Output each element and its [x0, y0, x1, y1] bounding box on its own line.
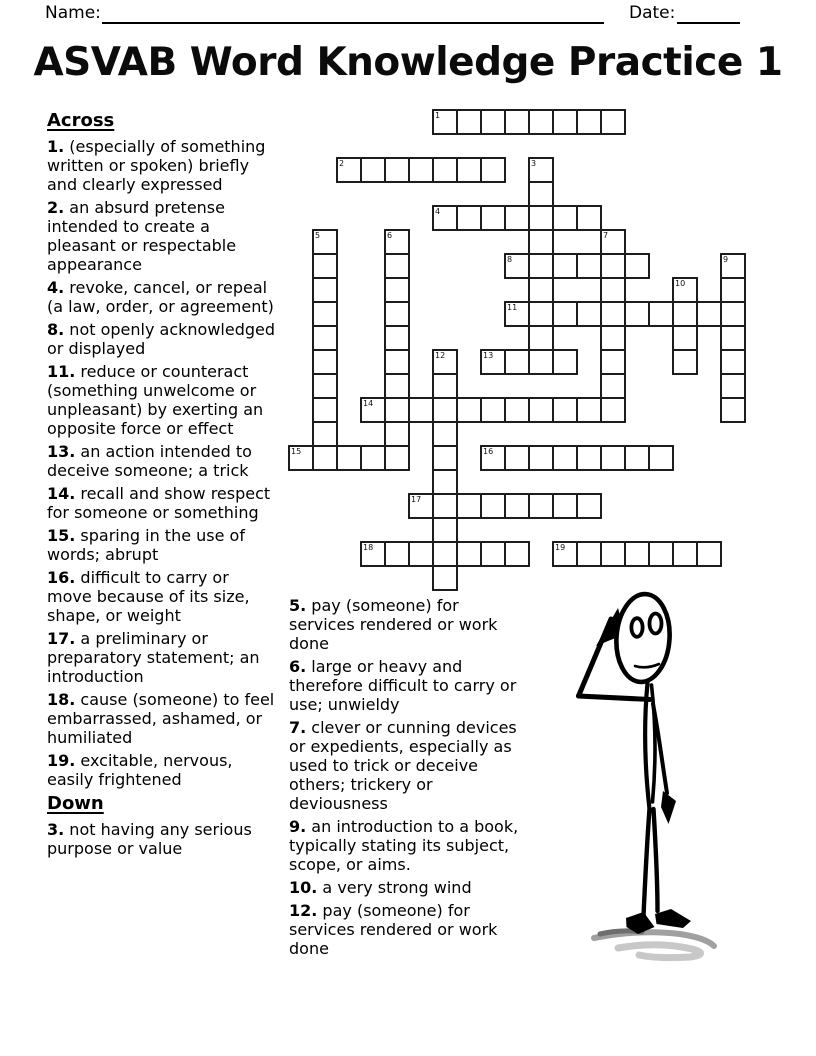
grid-cell-r12c1[interactable] — [312, 397, 338, 423]
clue-number: 7. — [289, 718, 307, 737]
grid-cell-r0c13[interactable] — [600, 109, 626, 135]
clue-number: 8. — [47, 320, 65, 339]
grid-cell-r12c5[interactable] — [408, 397, 434, 423]
grid-cell-r12c4[interactable] — [384, 397, 410, 423]
grid-cell-r0c7[interactable] — [456, 109, 482, 135]
date-label: Date: — [629, 3, 676, 23]
grid-cell-r19c6[interactable] — [432, 565, 458, 591]
grid-cell-r8c16[interactable] — [672, 301, 698, 327]
clue-start-number-18: 18 — [363, 543, 374, 552]
clue-number: 13. — [47, 442, 76, 461]
grid-cell-r0c12[interactable] — [576, 109, 602, 135]
grid-cell-r4c9[interactable] — [504, 205, 530, 231]
grid-cell-r18c8[interactable] — [480, 541, 506, 567]
clue-number: 11. — [47, 362, 76, 381]
grid-cell-r16c12[interactable] — [576, 493, 602, 519]
grid-cell-r11c6[interactable] — [432, 373, 458, 399]
grid-cell-r18c14[interactable] — [624, 541, 650, 567]
grid-cell-r11c1[interactable] — [312, 373, 338, 399]
clue-down-9: 9. an introduction to a book, typically stating its subject, scope, or aims. — [289, 817, 519, 874]
grid-cell-r8c13[interactable] — [600, 301, 626, 327]
grid-cell-r2c5[interactable] — [408, 157, 434, 183]
down-clues-list-middle — [289, 596, 529, 958]
clue-start-number-3: 3 — [531, 159, 537, 168]
grid-cell-r16c11[interactable] — [552, 493, 578, 519]
grid-cell-r13c1[interactable] — [312, 421, 338, 447]
clue-number: 5. — [289, 596, 307, 615]
grid-cell-r18c5[interactable] — [408, 541, 434, 567]
page-title: ASVAB Word Knowledge Practice 1 — [33, 40, 783, 85]
grid-cell-r14c13[interactable] — [600, 445, 626, 471]
grid-cell-r12c8[interactable] — [480, 397, 506, 423]
clue-number: 12. — [289, 901, 318, 920]
grid-cell-r6c1[interactable] — [312, 253, 338, 279]
grid-cell-r9c16[interactable] — [672, 325, 698, 351]
grid-cell-r2c4[interactable] — [384, 157, 410, 183]
clue-start-number-10: 10 — [675, 279, 686, 288]
clue-across-16: 16. difficult to carry or move because of its size, shape, or weight — [47, 568, 250, 625]
clue-start-number-11: 11 — [507, 303, 518, 312]
grid-cell-r4c10[interactable] — [528, 205, 554, 231]
grid-cell-r10c9[interactable] — [504, 349, 530, 375]
left-leg — [644, 809, 650, 916]
grid-cell-r10c13[interactable] — [600, 349, 626, 375]
clue-start-number-1: 1 — [435, 111, 441, 120]
clue-across-13: 13. an action intended to deceive someone; a trick — [47, 442, 252, 480]
clue-down-3: 3. not having any serious purpose or value — [47, 820, 252, 858]
grid-cell-r4c7[interactable] — [456, 205, 482, 231]
grid-cell-r0c9[interactable] — [504, 109, 530, 135]
grid-cell-r12c9[interactable] — [504, 397, 530, 423]
grid-cell-r8c15[interactable] — [648, 301, 674, 327]
across-clues-list — [47, 137, 276, 789]
grid-cell-r6c14[interactable] — [624, 253, 650, 279]
grid-cell-r9c1[interactable] — [312, 325, 338, 351]
grid-cell-r10c1[interactable] — [312, 349, 338, 375]
grid-cell-r14c4[interactable] — [384, 445, 410, 471]
grid-cell-r18c12[interactable] — [576, 541, 602, 567]
grid-cell-r18c15[interactable] — [648, 541, 674, 567]
grid-cell-r8c11[interactable] — [552, 301, 578, 327]
clue-across-4: 4. revoke, cancel, or repeal (a law, order, or agreement) — [47, 278, 274, 316]
grid-cell-r8c14[interactable] — [624, 301, 650, 327]
clue-number: 17. — [47, 629, 76, 648]
grid-cell-r15c6[interactable] — [432, 469, 458, 495]
middle-clue-column — [289, 596, 529, 962]
grid-cell-r9c13[interactable] — [600, 325, 626, 351]
grid-cell-r8c12[interactable] — [576, 301, 602, 327]
right-leg — [654, 809, 658, 911]
grid-cell-r10c18[interactable] — [720, 349, 746, 375]
name-label: Name: — [45, 3, 101, 23]
grid-cell-r6c4[interactable] — [384, 253, 410, 279]
grid-cell-r12c12[interactable] — [576, 397, 602, 423]
grid-cell-r12c10[interactable] — [528, 397, 554, 423]
grid-cell-r10c11[interactable] — [552, 349, 578, 375]
grid-cell-r8c18[interactable] — [720, 301, 746, 327]
grid-cell-r18c4[interactable] — [384, 541, 410, 567]
clue-start-number-9: 9 — [723, 255, 729, 264]
grid-cell-r16c7[interactable] — [456, 493, 482, 519]
clue-start-number-7: 7 — [603, 231, 609, 240]
clue-start-number-16: 16 — [483, 447, 494, 456]
clue-start-number-6: 6 — [387, 231, 393, 240]
grid-cell-r14c6[interactable] — [432, 445, 458, 471]
grid-cell-r12c6[interactable] — [432, 397, 458, 423]
grid-cell-r14c11[interactable] — [552, 445, 578, 471]
grid-cell-r18c13[interactable] — [600, 541, 626, 567]
right-foot — [655, 909, 691, 928]
clue-number: 10. — [289, 878, 318, 897]
clue-number: 1. — [47, 137, 65, 156]
clue-start-number-2: 2 — [339, 159, 345, 168]
grid-cell-r3c10[interactable] — [528, 181, 554, 207]
right-hand — [661, 791, 676, 824]
grid-cell-r18c17[interactable] — [696, 541, 722, 567]
clue-number: 9. — [289, 817, 307, 836]
clue-start-number-14: 14 — [363, 399, 374, 408]
grid-cell-r2c7[interactable] — [456, 157, 482, 183]
grid-cell-r11c18[interactable] — [720, 373, 746, 399]
confused-stick-figure — [540, 580, 816, 980]
clue-start-number-19: 19 — [555, 543, 566, 552]
clue-across-18: 18. cause (someone) to feel embarrassed, ashamed, or humiliated — [47, 690, 275, 747]
grid-cell-r17c6[interactable] — [432, 517, 458, 543]
date-input-line[interactable] — [677, 4, 740, 24]
clue-down-6: 6. large or heavy and therefore difficult to carry or use; unwieldy — [289, 657, 517, 714]
grid-cell-r6c13[interactable] — [600, 253, 626, 279]
clue-start-number-12: 12 — [435, 351, 446, 360]
clue-number: 14. — [47, 484, 76, 503]
grid-cell-r8c1[interactable] — [312, 301, 338, 327]
clue-number: 2. — [47, 198, 65, 217]
clue-down-12: 12. pay (someone) for services rendered or work done — [289, 901, 498, 958]
grid-cell-r13c4[interactable] — [384, 421, 410, 447]
grid-cell-r4c8[interactable] — [480, 205, 506, 231]
grid-cell-r11c13[interactable] — [600, 373, 626, 399]
clue-number: 16. — [47, 568, 76, 587]
grid-cell-r5c10[interactable] — [528, 229, 554, 255]
grid-cell-r6c12[interactable] — [576, 253, 602, 279]
down-clues-list-left — [47, 820, 276, 858]
grid-cell-r6c10[interactable] — [528, 253, 554, 279]
grid-cell-r14c14[interactable] — [624, 445, 650, 471]
grid-cell-r10c16[interactable] — [672, 349, 698, 375]
grid-cell-r0c11[interactable] — [552, 109, 578, 135]
grid-cell-r10c4[interactable] — [384, 349, 410, 375]
figure-head — [613, 592, 672, 683]
grid-cell-r18c16[interactable] — [672, 541, 698, 567]
clue-number: 4. — [47, 278, 65, 297]
grid-cell-r8c4[interactable] — [384, 301, 410, 327]
clue-start-number-15: 15 — [291, 447, 302, 456]
clue-start-number-8: 8 — [507, 255, 513, 264]
grid-cell-r7c10[interactable] — [528, 277, 554, 303]
grid-cell-r7c13[interactable] — [600, 277, 626, 303]
left-eye — [631, 618, 642, 637]
grid-cell-r16c10[interactable] — [528, 493, 554, 519]
clue-number: 6. — [289, 657, 307, 676]
clue-down-7: 7. clever or cunning devices or expedients, especially as used to trick or deceive others; trickery or deviousness — [289, 718, 517, 813]
grid-cell-r7c18[interactable] — [720, 277, 746, 303]
clue-number: 15. — [47, 526, 76, 545]
grid-cell-r14c12[interactable] — [576, 445, 602, 471]
grid-cell-r7c4[interactable] — [384, 277, 410, 303]
name-input-line[interactable] — [102, 4, 604, 24]
clue-start-number-5: 5 — [315, 231, 321, 240]
clue-across-17: 17. a preliminary or preparatory statement; an introduction — [47, 629, 260, 686]
crossword-grid — [289, 110, 746, 591]
grid-cell-r9c10[interactable] — [528, 325, 554, 351]
grid-cell-r14c15[interactable] — [648, 445, 674, 471]
right-eye — [650, 614, 662, 634]
grid-cell-r9c18[interactable] — [720, 325, 746, 351]
clue-number: 19. — [47, 751, 76, 770]
grid-cell-r2c3[interactable] — [360, 157, 386, 183]
grid-cell-r12c11[interactable] — [552, 397, 578, 423]
grid-cell-r0c10[interactable] — [528, 109, 554, 135]
clue-across-19: 19. excitable, nervous, easily frightened — [47, 751, 233, 789]
clue-across-14: 14. recall and show respect for someone or something — [47, 484, 271, 522]
clue-across-11: 11. reduce or counteract (something unwelcome or unpleasant) by exerting an opposite force or effect — [47, 362, 264, 438]
grid-cell-r7c1[interactable] — [312, 277, 338, 303]
grid-cell-r6c11[interactable] — [552, 253, 578, 279]
grid-cell-r18c7[interactable] — [456, 541, 482, 567]
grid-cell-r14c9[interactable] — [504, 445, 530, 471]
across-heading: Across — [47, 110, 115, 131]
grid-cell-r16c9[interactable] — [504, 493, 530, 519]
grid-cell-r12c7[interactable] — [456, 397, 482, 423]
clue-across-1: 1. (especially of something written or spoken) briefly and clearly expressed — [47, 137, 266, 194]
grid-cell-r18c6[interactable] — [432, 541, 458, 567]
grid-cell-r0c8[interactable] — [480, 109, 506, 135]
grid-cell-r10c10[interactable] — [528, 349, 554, 375]
down-heading: Down — [47, 793, 104, 814]
clue-across-15: 15. sparing in the use of words; abrupt — [47, 526, 245, 564]
grid-cell-r12c18[interactable] — [720, 397, 746, 423]
grid-cell-r2c6[interactable] — [432, 157, 458, 183]
grid-cell-r14c1[interactable] — [312, 445, 338, 471]
grid-cell-r12c13[interactable] — [600, 397, 626, 423]
left-clue-column — [47, 110, 276, 862]
clue-down-10: 10. a very strong wind — [289, 878, 472, 897]
clue-start-number-13: 13 — [483, 351, 494, 360]
grid-cell-r11c4[interactable] — [384, 373, 410, 399]
clue-start-number-17: 17 — [411, 495, 422, 504]
scratch-arm-forearm — [579, 696, 651, 700]
grid-cell-r4c11[interactable] — [552, 205, 578, 231]
grid-cell-r4c12[interactable] — [576, 205, 602, 231]
clue-start-number-4: 4 — [435, 207, 441, 216]
grid-cell-r16c8[interactable] — [480, 493, 506, 519]
grid-cell-r16c6[interactable] — [432, 493, 458, 519]
clue-down-5: 5. pay (someone) for services rendered or work done — [289, 596, 498, 653]
grid-cell-r8c17[interactable] — [696, 301, 722, 327]
clue-across-2: 2. an absurd pretense intended to create a pleasant or respectable appearance — [47, 198, 237, 274]
clue-across-8: 8. not openly acknowledged or displayed — [47, 320, 276, 358]
grid-cell-r14c2[interactable] — [336, 445, 362, 471]
grid-cell-r14c3[interactable] — [360, 445, 386, 471]
clue-number: 18. — [47, 690, 76, 709]
grid-cell-r13c6[interactable] — [432, 421, 458, 447]
figure-shadow — [594, 931, 714, 958]
clue-number: 3. — [47, 820, 65, 839]
grid-cell-r9c4[interactable] — [384, 325, 410, 351]
grid-cell-r18c9[interactable] — [504, 541, 530, 567]
grid-cell-r14c10[interactable] — [528, 445, 554, 471]
grid-cell-r8c10[interactable] — [528, 301, 554, 327]
grid-cell-r2c8[interactable] — [480, 157, 506, 183]
